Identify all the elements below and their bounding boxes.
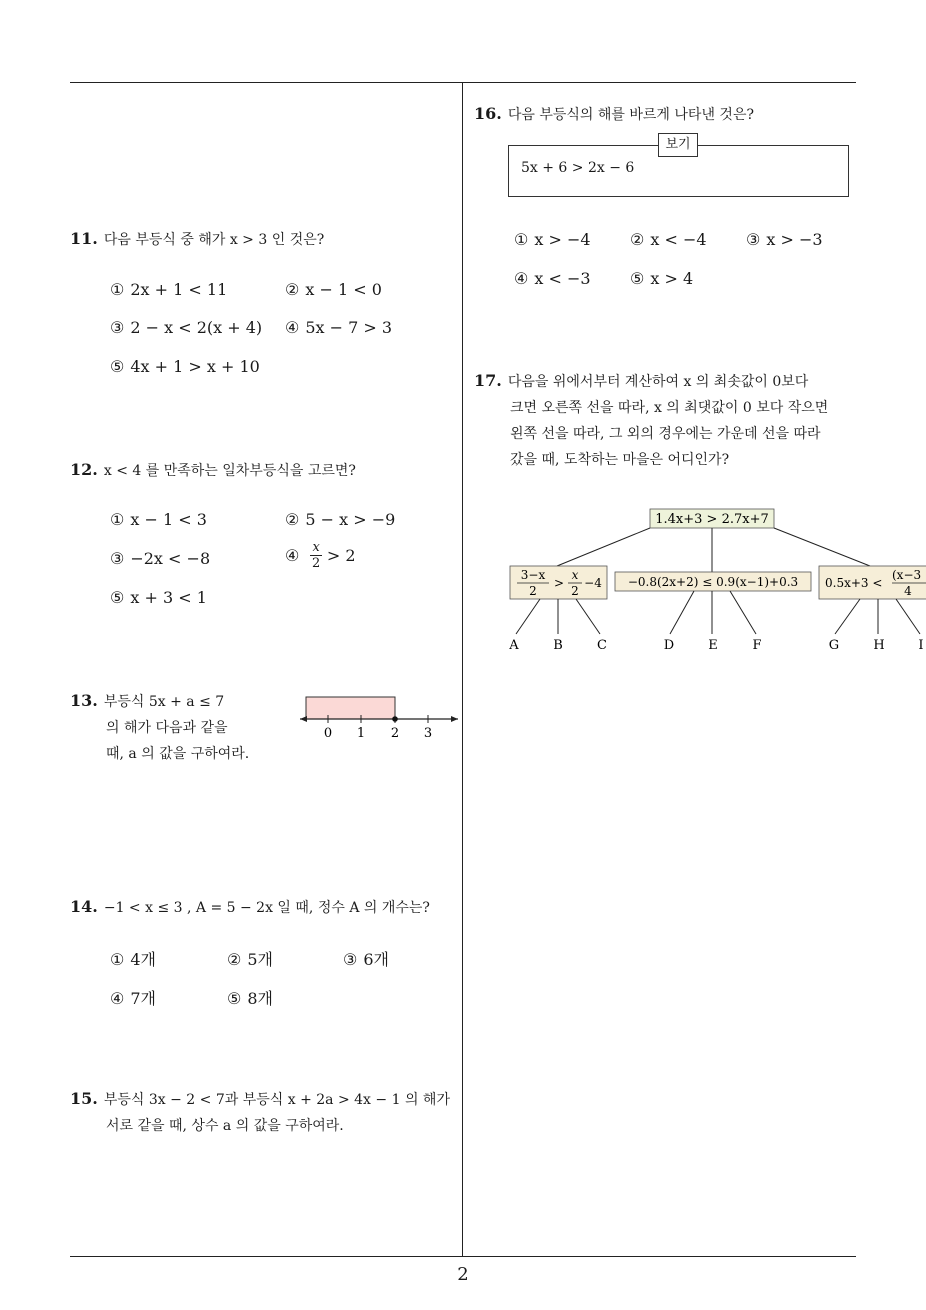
- choice-mark: ③: [110, 549, 125, 568]
- question-number: 16.: [474, 104, 502, 123]
- choice-text: x > −3: [766, 230, 823, 249]
- choice-mark: ④: [110, 989, 125, 1008]
- solution-region: [306, 697, 395, 719]
- question-16: [474, 101, 754, 128]
- question-15: [70, 1086, 450, 1139]
- question-stem: 다음 부등식의 해를 바르게 나타낸 것은?: [507, 107, 754, 123]
- question-17: [474, 368, 828, 473]
- leaf-label-H: H: [873, 638, 885, 653]
- q12-choice-5[interactable]: [110, 588, 207, 607]
- choice-text: 2 − x < 2(x + 4): [130, 318, 263, 337]
- fraction-numerator: (x−3: [892, 568, 922, 582]
- question-stem-line: 왼쪽 선을 따라, 그 외의 경우에는 가운데 선을 따라: [510, 426, 821, 442]
- page-number: 2: [457, 1264, 469, 1285]
- choice-mark: ④: [285, 546, 300, 565]
- q12-choice-2[interactable]: [285, 510, 395, 529]
- choice-mark: ③: [343, 950, 358, 969]
- choice-text: 2x + 1 < 11: [130, 280, 228, 299]
- q11-choice-5[interactable]: [110, 357, 260, 376]
- leaf-label-A: A: [509, 638, 519, 653]
- top-rule: [70, 82, 856, 83]
- choice-text: 5x − 7 > 3: [305, 318, 393, 337]
- question-stem-line: 때, a 의 값을 구하여라.: [106, 746, 250, 762]
- choice-mark: ①: [110, 510, 125, 529]
- choice-text: x < −3: [534, 269, 591, 288]
- bottom-rule: [70, 1256, 856, 1257]
- choice-mark: ⑤: [227, 989, 242, 1008]
- fraction: [310, 540, 321, 571]
- tick-label: 0: [323, 726, 333, 741]
- question-stem-line: 부등식 3x − 2 < 7과 부등식 x + 2a > 4x − 1 의 해가: [103, 1092, 450, 1108]
- left-arrow-icon: [300, 716, 307, 722]
- choice-mark: ⑤: [630, 269, 645, 288]
- choice-mark: ②: [285, 510, 300, 529]
- choice-text: 8개: [247, 989, 273, 1008]
- branch-line: [835, 599, 860, 634]
- tree-middle-text: −0.8(2x+2) ≤ 0.9(x−1)+0.3: [627, 575, 799, 589]
- choice-mark: ④: [285, 318, 300, 337]
- q12-choice-3[interactable]: [110, 549, 210, 568]
- leaf-label-C: C: [597, 638, 607, 653]
- choice-mark: ③: [110, 318, 125, 337]
- q16-choice-1[interactable]: [514, 230, 591, 249]
- question-number: 17.: [474, 371, 502, 390]
- right-arrow-icon: [451, 716, 458, 722]
- leaf-label-D: D: [663, 638, 675, 653]
- choice-text: 4x + 1 > x + 10: [130, 357, 260, 376]
- inequality-sign: >: [553, 576, 565, 590]
- choice-mark: ⑤: [110, 357, 125, 376]
- branch-line: [896, 599, 920, 634]
- leaf-label-I: I: [918, 638, 924, 653]
- choice-text: 6개: [363, 950, 389, 969]
- q14-choice-3[interactable]: [343, 947, 389, 970]
- choice-mark: ②: [630, 230, 645, 249]
- fraction-numerator: x: [312, 540, 320, 555]
- tick-label: 2: [390, 726, 400, 741]
- q16-choice-3[interactable]: [746, 230, 823, 249]
- q11-choice-3[interactable]: [110, 318, 262, 337]
- choice-text: 5 − x > −9: [305, 510, 396, 529]
- question-stem-line: 크면 오른쪽 선을 따라, x 의 최댓값이 0 보다 작으면: [510, 400, 829, 416]
- question-12: [70, 457, 356, 484]
- question-stem-line: 다음을 위에서부터 계산하여 x 의 최솟값이 0보다: [507, 374, 809, 390]
- question-number: 11.: [70, 229, 98, 248]
- number-line-figure: [300, 690, 462, 746]
- example-box-tag: 보기: [658, 133, 698, 157]
- fraction-denominator: 2: [529, 584, 537, 598]
- question-stem-line: 서로 같을 때, 상수 a 의 값을 구하여라.: [106, 1118, 344, 1134]
- choice-mark: ④: [514, 269, 529, 288]
- fraction-denominator: 2: [311, 556, 321, 571]
- choice-mark: ②: [285, 280, 300, 299]
- q14-choice-5[interactable]: [227, 986, 273, 1009]
- question-number: 12.: [70, 460, 98, 479]
- choice-text: 4개: [130, 950, 156, 969]
- column-divider: [462, 82, 463, 1256]
- tick-label: 1: [356, 726, 366, 741]
- question-14: [70, 894, 430, 921]
- branch-line: [730, 591, 756, 634]
- choice-mark: ⑤: [110, 588, 125, 607]
- fraction-numerator: x: [571, 568, 579, 582]
- q12-choice-4[interactable]: [285, 540, 356, 571]
- question-stem-line: 부등식 5x + a ≤ 7: [103, 694, 225, 710]
- q14-choice-2[interactable]: [227, 947, 273, 970]
- closed-point: [392, 716, 398, 722]
- leaf-label-E: E: [708, 638, 718, 653]
- q16-choice-5[interactable]: [630, 269, 693, 288]
- question-number: 13.: [70, 691, 98, 710]
- choice-mark: ①: [110, 950, 125, 969]
- question-stem: x < 4 를 만족하는 일차부등식을 고르면?: [103, 463, 356, 479]
- tree-right-text: 0.5x+3 <: [825, 576, 883, 590]
- fraction-numerator: 3−x: [520, 568, 546, 582]
- choice-mark: ②: [227, 950, 242, 969]
- question-stem-line: 의 해가 다음과 같을: [106, 720, 228, 736]
- decision-tree-diagram: [500, 500, 926, 660]
- branch-line: [516, 599, 540, 634]
- choice-text: −2x < −8: [130, 549, 211, 568]
- branch-line: [576, 599, 600, 634]
- leaf-label-G: G: [828, 638, 840, 653]
- tree-root-text: 1.4x+3 > 2.7x+7: [655, 512, 769, 527]
- question-11: [70, 226, 324, 253]
- choice-text: > 2: [326, 546, 356, 565]
- q16-choice-4[interactable]: [514, 269, 591, 288]
- choice-text: x > −4: [534, 230, 591, 249]
- choice-text: 7개: [130, 989, 156, 1008]
- question-number: 14.: [70, 897, 98, 916]
- choice-mark: ①: [514, 230, 529, 249]
- leaf-label-F: F: [752, 638, 762, 653]
- choice-mark: ③: [746, 230, 761, 249]
- q11-choice-1[interactable]: [110, 280, 227, 299]
- question-number: 15.: [70, 1089, 98, 1108]
- expression-tail: −4: [584, 576, 602, 590]
- choice-text: x + 3 < 1: [130, 588, 207, 607]
- question-stem: −1 < x ≤ 3 , A = 5 − 2x 일 때, 정수 A 의 개수는?: [103, 900, 430, 916]
- q14-choice-4[interactable]: [110, 986, 156, 1009]
- question-stem: 다음 부등식 중 해가 x > 3 인 것은?: [103, 232, 325, 248]
- q16-choice-2[interactable]: [630, 230, 707, 249]
- choice-text: x − 1 < 3: [130, 510, 207, 529]
- choice-mark: ①: [110, 280, 125, 299]
- choice-text: x < −4: [650, 230, 707, 249]
- branch-line: [670, 591, 694, 634]
- choice-text: x − 1 < 0: [305, 280, 382, 299]
- example-box-text: 5x + 6 > 2x − 6: [521, 160, 635, 176]
- leaf-label-B: B: [553, 638, 563, 653]
- tick-label: 3: [423, 726, 433, 741]
- q12-choice-1[interactable]: [110, 510, 207, 529]
- question-13: [70, 688, 249, 767]
- branch-line: [557, 528, 650, 566]
- q14-choice-1[interactable]: [110, 947, 156, 970]
- branch-line: [774, 528, 870, 566]
- choice-text: 5개: [247, 950, 273, 969]
- choice-text: x > 4: [650, 269, 694, 288]
- fraction-denominator: 4: [904, 584, 912, 598]
- fraction-denominator: 2: [571, 584, 579, 598]
- q11-choice-2[interactable]: [285, 280, 382, 299]
- question-stem-line: 갔을 때, 도착하는 마을은 어디인가?: [510, 452, 730, 468]
- q11-choice-4[interactable]: [285, 318, 392, 337]
